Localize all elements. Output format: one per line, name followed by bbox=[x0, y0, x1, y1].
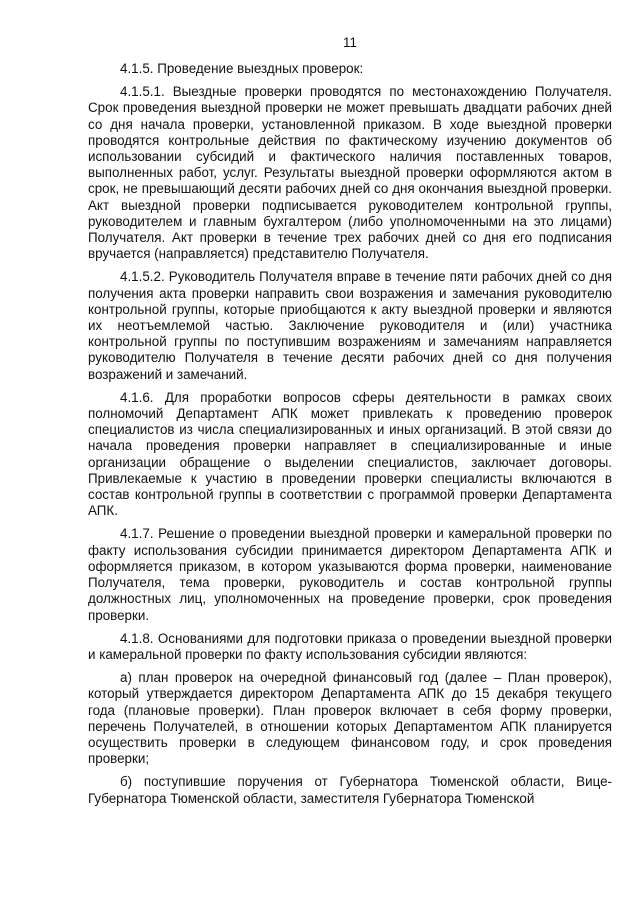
paragraph-4-1-7: 4.1.7. Решение о проведении выездной проверки и камеральной проверки по факту использования субсидии принимается директором Департамента АПК и оформляется приказом, в котором указываются форма проверки, наименование Получателя, тема проверки, руководитель и состав контрольной группы должностных лиц, уполномоченных на проведение проверки, срок проведения проверки. bbox=[88, 526, 612, 623]
section-heading-4-1-5: 4.1.5. Проведение выездных проверок: bbox=[120, 61, 364, 76]
document-body bbox=[88, 61, 612, 814]
page-number: 11 bbox=[343, 35, 357, 50]
paragraph-4-1-6: 4.1.6. Для проработки вопросов сферы деятельности в рамках своих полномочий Департамент АПК может привлекать к проведению проверок специалистов из числа специализированных и иных организаций. В этой связи до начала проведения проверки направляет в специализированные и иные организации обращение о выделении специалистов, заключает договоры. Привлекаемые к участию в проведении проверки специалисты включаются в состав контрольной группы в соответствии с программой проверки Департамента АПК. bbox=[88, 389, 612, 519]
paragraph-4-1-5-1: 4.1.5.1. Выездные проверки проводятся по местонахождению Получателя. Срок проведения выездной проверки не может превышать двадцати рабочих дней со дня начала проверки, установленной приказом. В ходе выездной проверки проводятся контрольные действия по фактическому изучению документов об использовании субсидий и фактического наличия поставленных товаров, выполненных работ, услуг. Результаты выездной проверки оформляются актом в срок, не превышающий десяти рабочих дней со дня окончания выездной проверки. Акт выездной проверки подписывается руководителем контрольной группы, руководителем и главным бухгалтером (либо уполномоченными на это лицами) Получателя. Акт проверки в течение трех рабочих дней со дня его подписания вручается (направляется) представителю Получателя. bbox=[88, 84, 612, 262]
paragraph-4-1-5-2: 4.1.5.2. Руководитель Получателя вправе в течение пяти рабочих дней со дня получения акта проверки направить свои возражения и замечания руководителю контрольной группы, которые приобщаются к акту выездной проверки и являются их неотъемлемой частью. Заключение руководителя и (или) участника контрольной группы по поступившим возражениям и замечаниям направляется руководителю Получателя в течение десяти рабочих дней со дня получения возражений и замечаний. bbox=[88, 269, 612, 382]
list-item-b: б) поступившие поручения от Губернатора Тюменской области, Вице-Губернатора Тюменской области, заместителя Губернатора Тюменской bbox=[88, 774, 612, 806]
paragraph-4-1-8: 4.1.8. Основаниями для подготовки приказа о проведении выездной проверки и камеральной проверки по факту использования субсидии являются: bbox=[88, 630, 612, 662]
list-item-a: а) план проверок на очередной финансовый год (далее – План проверок), который утверждается директором Департамента АПК до 15 декабря текущего года (плановые проверки). План проверок включает в себя форму проверки, перечень Получателей, в отношении которых Департаментом АПК планируется осуществить проверки в следующем финансовом году, и срок проведения проверки; bbox=[88, 670, 612, 767]
